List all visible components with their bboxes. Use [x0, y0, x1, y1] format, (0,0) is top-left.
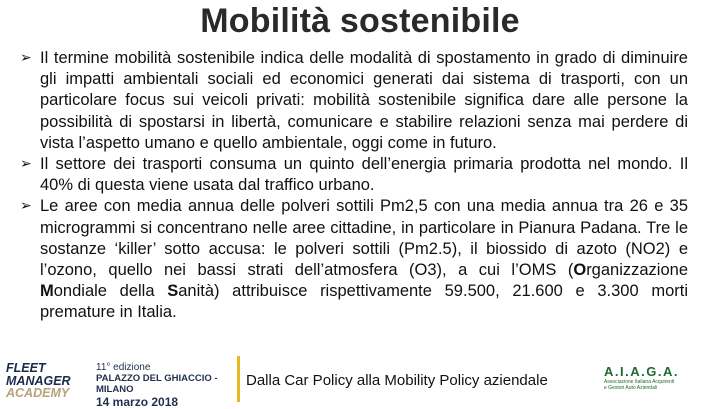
bullet-text-part: attribuisce rispettivamente 59.500, 21.600 e 3.300 morti premature in Italia.	[40, 282, 689, 322]
bullet-text: Il settore dei trasporti consuma un quinto dell’energia primaria prodotta nel mondo. Il 40% di questa viene usata dal traffico urbano.	[40, 155, 688, 195]
arrow-bullet-icon: ➢	[20, 198, 32, 215]
logo-line: FLEET	[6, 361, 46, 375]
bullet-text-part: rganizzazione	[586, 261, 688, 280]
footer	[0, 352, 720, 409]
footer-divider	[237, 356, 240, 402]
fleet-manager-academy-logo	[6, 362, 86, 400]
event-info	[96, 362, 246, 409]
event-date: 14 marzo 2018	[96, 395, 179, 409]
aiaga-logo	[604, 364, 716, 391]
oms-initial: M	[40, 282, 54, 301]
oms-initial: S	[167, 282, 179, 301]
bullet-item	[20, 48, 688, 154]
oms-initial: O	[573, 261, 587, 280]
bullet-text-part: anità)	[178, 282, 220, 301]
bullet-text: Il termine mobilità sostenibile indica delle modalità di spostamento in grado di diminuire gli impatti ambientali sociali ed economici generati dai sistema di trasporti, con un particolare focus sui veicoli privati: mobilità sostenibile significa dare alle persone la possibilità di spostarsi in libertà, comunicare e stabilire relazioni senza mai perdere di vista l’aspetto umano e quello ambientale, oggi come in futuro.	[40, 49, 688, 152]
aiaga-logo-name: A.I.A.G.A.	[604, 364, 679, 379]
aiaga-logo-subtitle: e Gestori Auto Aziendali	[604, 385, 658, 391]
arrow-bullet-icon: ➢	[20, 156, 32, 173]
event-edition: 11° edizione	[96, 362, 151, 373]
logo-line: ACADEMY	[6, 386, 70, 400]
bullet-list	[20, 48, 688, 324]
aiaga-logo-subtitle: Associazione Italiana Acquirenti	[604, 379, 675, 385]
bullet-text-part: ondiale della	[53, 282, 168, 301]
arrow-bullet-icon: ➢	[20, 50, 32, 66]
event-place: PALAZZO DEL GHIACCIO - MILANO	[96, 373, 218, 395]
slide-title: Mobilità sostenibile	[200, 2, 520, 40]
bullet-text-part: Le aree con media annua delle polveri sottili Pm2,5 con una media annua tra 26 e 35 microgrammi si concentrano nelle aree cittadine, in particolare in Pianura Padana. Tre le sostanze ‘killer’ sotto accusa: le polveri sottili (Pm2.5), il biossido di azoto (NO2) e l’ozono, quello nei bassi strati dell’atmosfera (O3), a cui l’OMS (	[40, 197, 688, 280]
bullet-text	[40, 196, 688, 323]
logo-line: MANAGER	[6, 373, 71, 388]
bullet-item	[20, 196, 688, 323]
bullet-item	[20, 154, 688, 196]
footer-caption: Dalla Car Policy alla Mobility Policy aziendale	[246, 372, 548, 389]
